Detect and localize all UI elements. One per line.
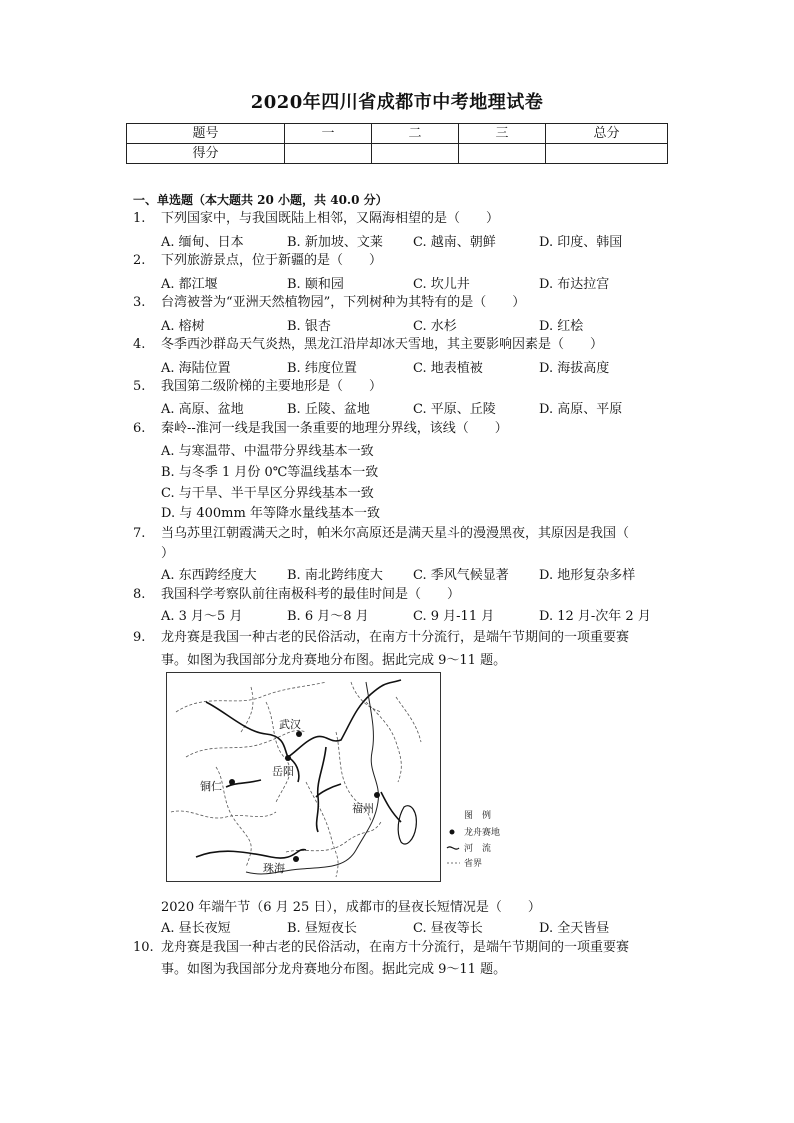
coastline — [246, 682, 378, 874]
option: B. 6 月～8 月 — [287, 609, 369, 624]
option: C. 昼夜等长 — [413, 921, 483, 936]
option: B. 南北跨纬度大 — [287, 568, 383, 583]
option: B. 丘陵、盆地 — [287, 402, 370, 417]
option: D. 地形复杂多样 — [539, 568, 636, 583]
legend-river-icon — [447, 847, 459, 849]
score-header-cell: 二 — [372, 124, 459, 144]
score-cell — [459, 144, 546, 164]
option: C. 地表植被 — [413, 361, 483, 376]
question-text-continuation: ） — [161, 546, 175, 561]
option: C. 9 月-11 月 — [413, 609, 495, 624]
city-markers — [229, 731, 380, 862]
score-cell — [546, 144, 668, 164]
question-text: 下列国家中，与我国既陆上相邻，又隔海相望的是（ ） — [161, 211, 500, 226]
score-table — [126, 123, 668, 164]
question-text: 台湾被誉为“亚洲天然植物园”，下列树种为其特有的是（ ） — [161, 295, 526, 310]
question-number: 6. — [133, 421, 146, 436]
option: B. 纬度位置 — [287, 361, 357, 376]
score-header-cell: 三 — [459, 124, 546, 144]
legend-item-river: 河 流 — [464, 844, 492, 854]
option: A. 3 月～5 月 — [161, 609, 243, 624]
map-legend — [446, 808, 536, 872]
city-label-zhuhai: 珠海 — [263, 862, 285, 875]
city-label-yueyang: 岳阳 — [272, 765, 294, 778]
legend-item-dragon-boat: 龙舟赛地 — [464, 828, 501, 838]
question-number: 2. — [133, 253, 146, 268]
question-number: 3. — [133, 295, 146, 310]
question-number: 8. — [133, 587, 146, 602]
option: C. 水杉 — [413, 319, 457, 334]
option: A. 与寒温带、中温带分界线基本一致 — [161, 444, 374, 459]
option: B. 银杏 — [287, 319, 331, 334]
score-header-cell: 题号 — [127, 124, 285, 144]
question-text: 下列旅游景点，位于新疆的是（ ） — [161, 253, 383, 268]
page-title: 2020年四川省成都市中考地理试卷 — [250, 92, 544, 113]
option: C. 坎儿井 — [413, 277, 470, 292]
question-text-continuation: 事。如图为我国部分龙舟赛地分布图。据此完成 9～11 题。 — [161, 962, 507, 977]
city-dot-tongren — [229, 779, 235, 785]
city-dot-zhuhai — [293, 856, 299, 862]
question-number: 7. — [133, 526, 146, 541]
option: A. 缅甸、日本 — [161, 235, 244, 250]
question-number: 5. — [133, 379, 146, 394]
question-text: 冬季西沙群岛天气炎热，黑龙江沿岸却冰天雪地，其主要影响因素是（ ） — [161, 337, 604, 352]
option: B. 新加坡、文莱 — [287, 235, 383, 250]
section-heading: 一、单选题（本大题共 20 小题，共 40.0 分） — [133, 193, 388, 207]
option: D. 与 400mm 年等降水量线基本一致 — [161, 506, 380, 521]
option: A. 都江堰 — [161, 277, 218, 292]
legend-dot-icon — [450, 830, 455, 835]
option: B. 昼短夜长 — [287, 921, 357, 936]
question-number: 4. — [133, 337, 146, 352]
city-dot-yueyang — [285, 755, 291, 761]
option: C. 季风气候显著 — [413, 568, 509, 583]
score-table-header-row — [127, 124, 668, 144]
city-label-tongren: 铜仁 — [200, 780, 222, 793]
option: D. 全天皆昼 — [539, 921, 610, 936]
legend-item-boundary: 省界 — [464, 859, 483, 869]
city-label-fuzhou: 福州 — [352, 802, 374, 815]
score-table-score-row — [127, 144, 668, 164]
question-number: 9. — [133, 630, 146, 645]
score-header-cell: 总分 — [546, 124, 668, 144]
question-text: 秦岭--淮河一线是我国一条重要的地理分界线，该线（ ） — [161, 421, 508, 436]
option: D. 海拔高度 — [539, 361, 610, 376]
option: D. 红桧 — [539, 319, 584, 334]
question-number: 1. — [133, 211, 146, 226]
question-text: 龙舟赛是我国一种古老的民俗活动，在南方十分流行，是端午节期间的一项重要赛 — [161, 630, 630, 645]
option: D. 高原、平原 — [539, 402, 623, 417]
option: C. 与干旱、半干旱区分界线基本一致 — [161, 486, 374, 501]
question-text: 我国科学考察队前往南极科考的最佳时间是（ ） — [161, 587, 461, 602]
question-number: 10. — [133, 940, 154, 955]
score-row-label: 得分 — [127, 144, 285, 164]
legend-title: 图 例 — [464, 811, 492, 821]
option: A. 昼长夜短 — [161, 921, 231, 936]
question-text: 龙舟赛是我国一种古老的民俗活动，在南方十分流行，是端午节期间的一项重要赛 — [161, 940, 630, 955]
question-subtext: 2020 年端午节（6 月 25 日），成都市的昼夜长短情况是（ ） — [161, 900, 541, 915]
option: C. 越南、朝鲜 — [413, 235, 496, 250]
city-dot-fuzhou — [374, 792, 380, 798]
option: D. 印度、韩国 — [539, 235, 623, 250]
option: A. 海陆位置 — [161, 361, 231, 376]
score-header-cell: 一 — [285, 124, 372, 144]
option: A. 东西跨经度大 — [161, 568, 257, 583]
city-dot-wuhan — [296, 731, 302, 737]
option: A. 高原、盆地 — [161, 402, 244, 417]
score-cell — [372, 144, 459, 164]
option: B. 颐和园 — [287, 277, 344, 292]
option: D. 12 月-次年 2 月 — [539, 609, 651, 624]
city-label-wuhan: 武汉 — [279, 718, 301, 731]
question-text: 我国第二级阶梯的主要地形是（ ） — [161, 379, 383, 394]
score-cell — [285, 144, 372, 164]
taiwan-outline — [398, 806, 416, 844]
dragon-boat-map — [166, 672, 441, 882]
option: A. 榕树 — [161, 319, 205, 334]
option: B. 与冬季 1 月份 0℃等温线基本一致 — [161, 465, 379, 480]
question-text: 当乌苏里江朝霞满天之时，帕米尔高原还是满天星斗的漫漫黑夜，其原因是我国（ — [161, 526, 630, 541]
question-text-continuation: 事。如图为我国部分龙舟赛地分布图。据此完成 9～11 题。 — [161, 653, 507, 668]
option: C. 平原、丘陵 — [413, 402, 496, 417]
option: D. 布达拉宫 — [539, 277, 610, 292]
